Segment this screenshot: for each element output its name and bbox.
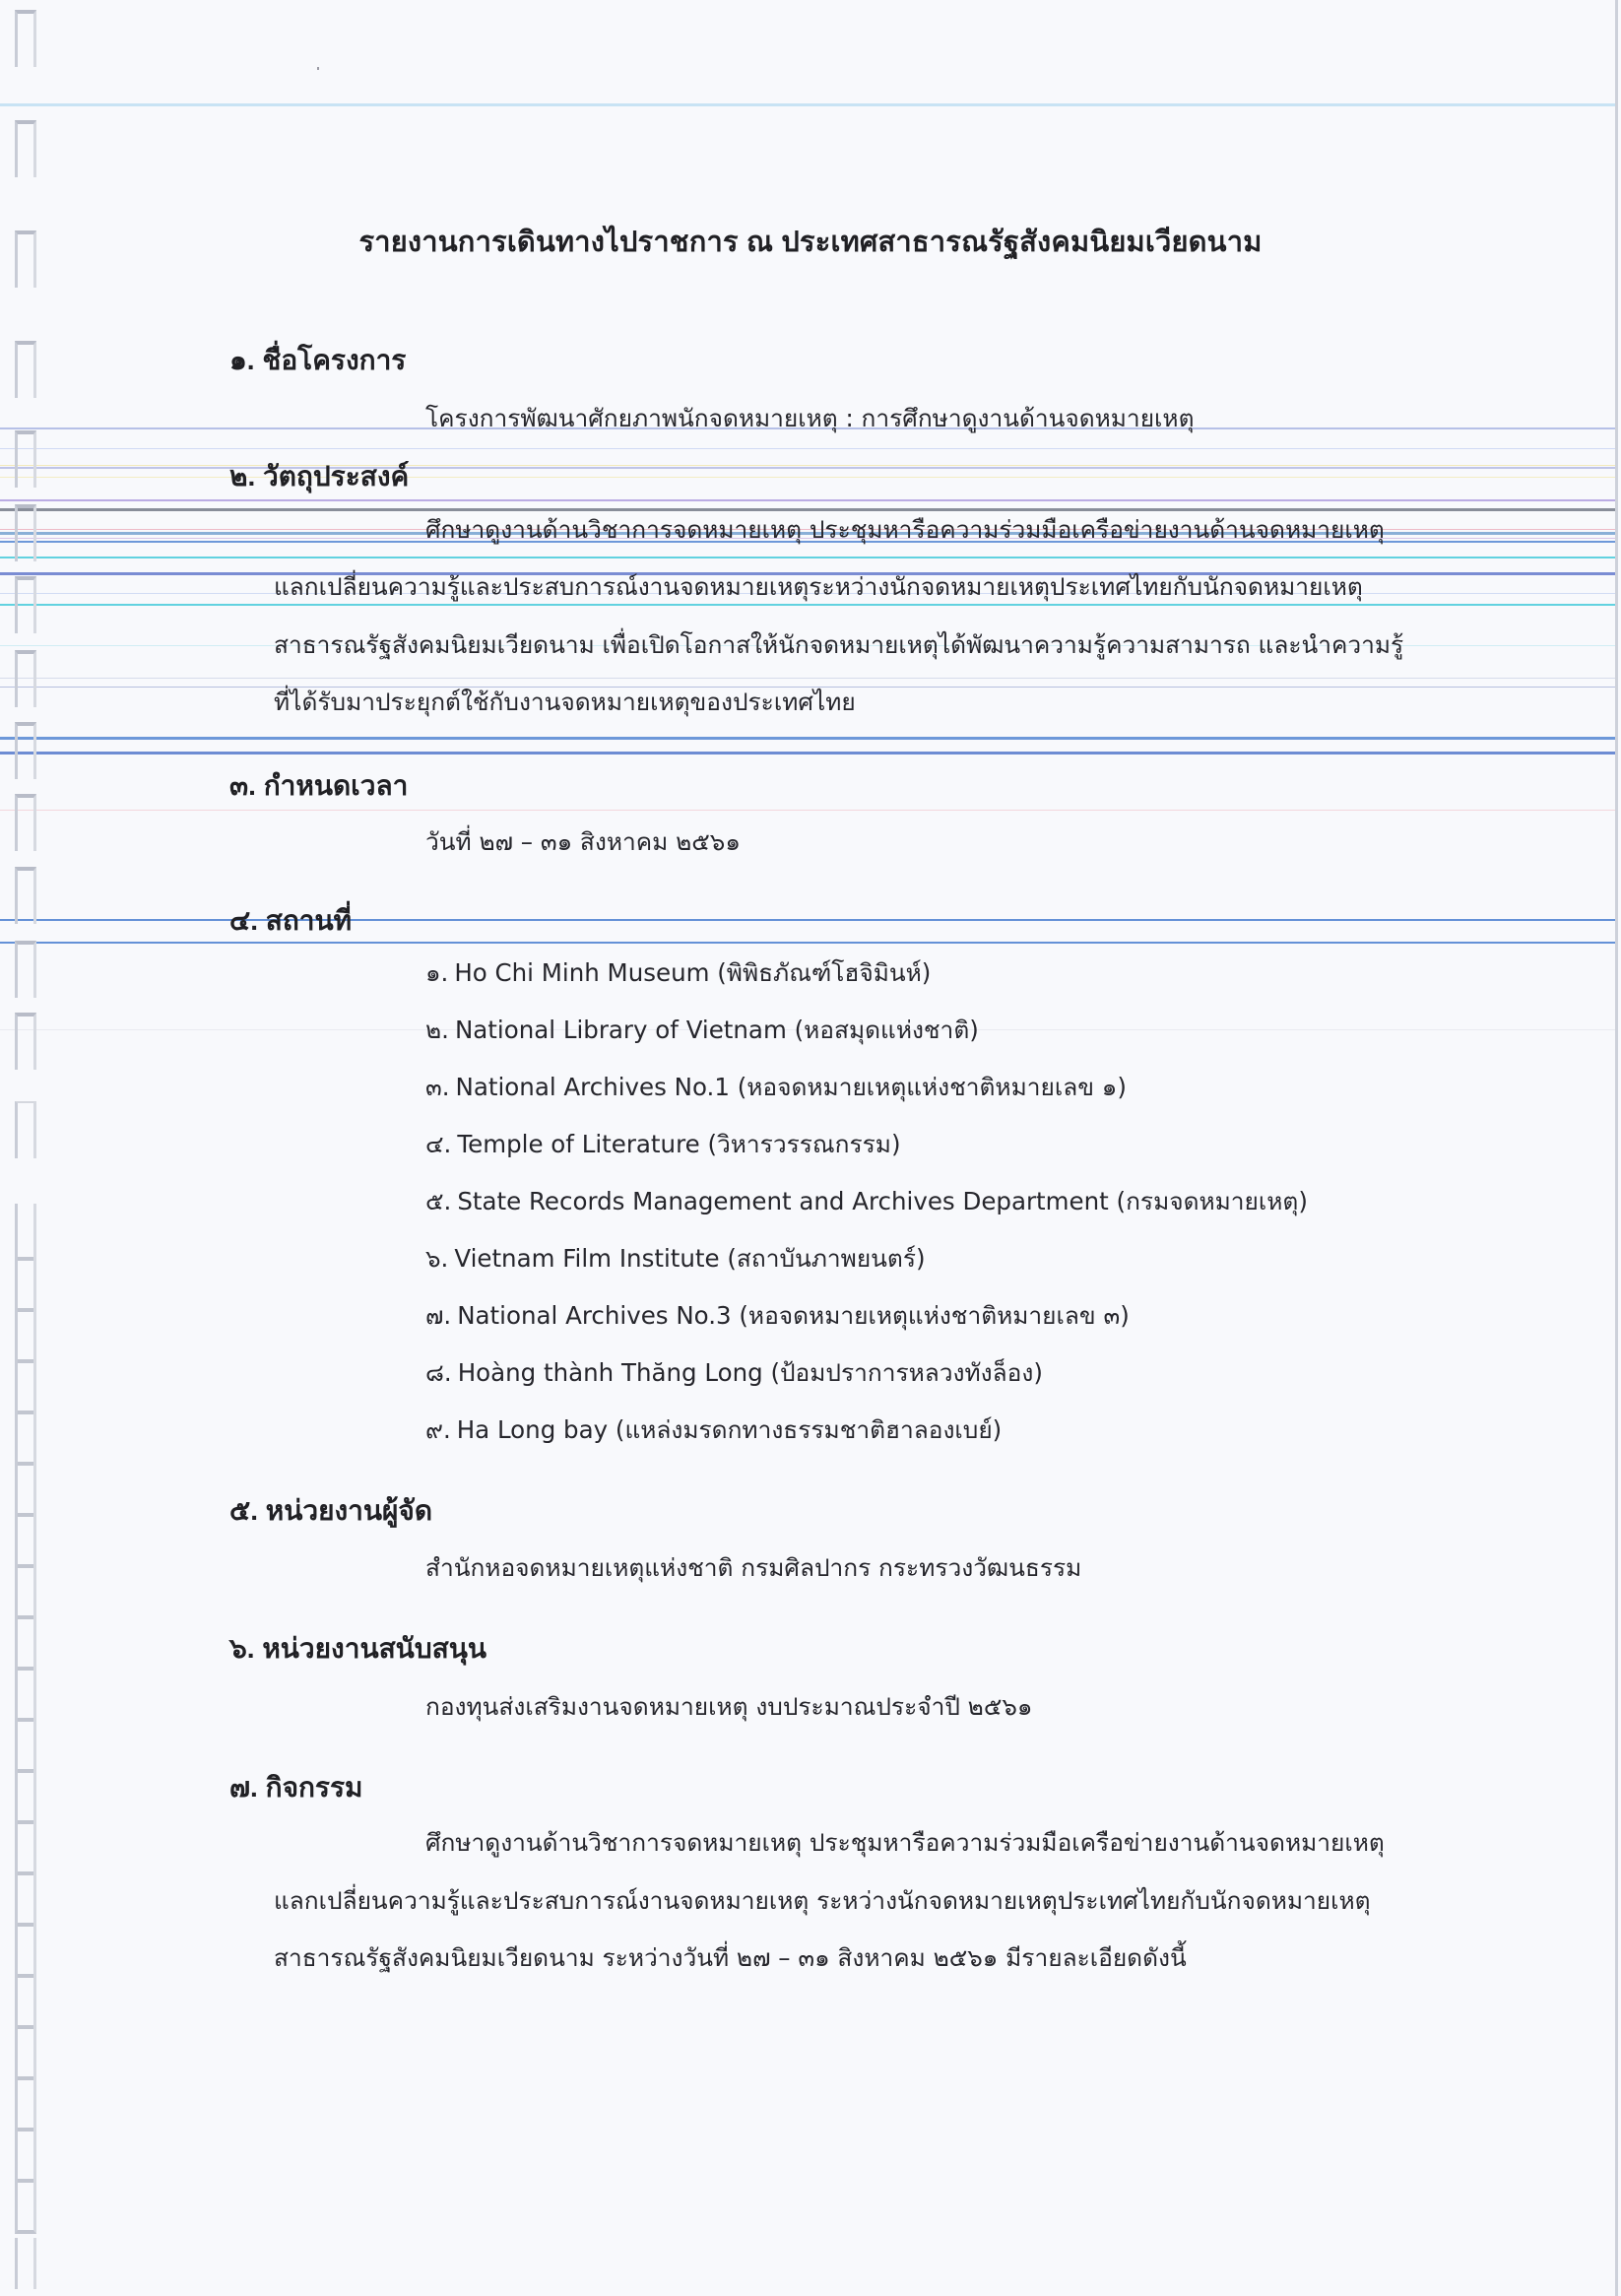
list-number: ๗. [425,1301,452,1330]
venue-list-item [425,1296,1130,1335]
list-number: ๑. [425,958,449,987]
binding-mark [15,1306,36,1363]
binding-mark [15,504,36,561]
scan-speck [317,67,319,70]
list-number: ๖. [425,1244,449,1273]
section-text: โครงการพัฒนาศักยภาพนักจดหมายเหตุ : การศึกษาดูงานด้านจดหมายเหตุ [425,404,1195,432]
venue-list-item [425,1011,979,1049]
binding-mark [15,1665,36,1722]
venue-name: National Library of Vietnam (หอสมุดแห่งชาติ) [454,1016,979,1044]
binding-mark [15,867,36,924]
binding-mark [15,2074,36,2132]
list-number: ๒. [425,1016,449,1044]
binding-mark [15,1101,36,1158]
scan-line [0,752,1615,754]
section-heading: ๗. กิจกรรม [229,1772,363,1803]
venue-list-item [425,1068,1127,1106]
binding-mark [15,430,36,488]
list-number: ๘. [425,1358,452,1387]
venue-name: Ho Chi Minh Museum (พิพิธภัณฑ์โฮจิมินห์) [454,958,932,987]
section-text: วันที่ ๒๗ – ๓๑ สิงหาคม ๒๕๖๑ [425,827,741,856]
venue-name: Hoàng thành Thăng Long (ป้อมปราการหลวงทังล็อง) [457,1358,1043,1387]
list-number: ๙. [425,1415,451,1444]
section-heading: ๖. หน่วยงานสนับสนุน [229,1633,486,1664]
binding-mark [15,1460,36,1517]
binding-mark [15,2177,36,2234]
section-heading: ๕. หน่วยงานผู้จัด [229,1495,433,1526]
binding-mark [15,1613,36,1671]
list-number: ๕. [425,1187,452,1215]
binding-mark [15,1357,36,1414]
binding-mark [15,1870,36,1927]
list-number: ๔. [425,1130,452,1158]
scan-line [0,448,1615,449]
scan-line [0,810,1615,811]
venue-name: National Archives No.1 (หอจดหมายเหตุแห่งชาติหมายเลข ๑) [455,1073,1127,1101]
binding-mark [15,1562,36,1619]
scan-line [0,678,1615,679]
venue-list-item [425,1353,1043,1392]
binding-mark [15,341,36,398]
binding-mark [15,1013,36,1070]
binding-mark [15,1921,36,1978]
binding-mark [15,1716,36,1773]
paragraph-line: ที่ได้รับมาประยุกต์ใช้กับงานจดหมายเหตุของประเทศไทย [274,688,856,716]
paragraph-line: แลกเปลี่ยนความรู้และประสบการณ์งานจดหมายเหตุ ระหว่างนักจดหมายเหตุประเทศไทยกับนักจดหมายเหตุ [274,1886,1371,1915]
venue-list-item [425,1182,1308,1220]
binding-mark [15,120,36,177]
scan-line [0,737,1615,740]
binding-mark [15,2023,36,2080]
section-heading: ๒. วัตถุประสงค์ [229,461,410,492]
venue-list-item [425,953,931,992]
page-right-edge [1615,0,1618,2296]
document-title: รายงานการเดินทางไปราชการ ณ ประเทศสาธารณรัฐสังคมนิยมเวียดนาม [358,227,1263,258]
binding-mark [15,2238,36,2289]
binding-mark [15,941,36,998]
binding-mark [15,1255,36,1312]
venue-list-item [425,1125,901,1163]
paragraph-line: ศึกษาดูงานด้านวิชาการจดหมายเหตุ ประชุมหารือความร่วมมือเครือข่ายงานด้านจดหมายเหตุ [425,1828,1385,1857]
section-heading: ๔. สถานที่ [229,905,353,936]
list-number: ๓. [425,1073,450,1101]
scan-line [0,103,1615,106]
binding-mark [15,10,36,67]
binding-mark [15,722,36,779]
section-heading: ๓. กำหนดเวลา [229,770,409,801]
binding-mark [15,1767,36,1824]
paragraph-line: สาธารณรัฐสังคมนิยมเวียดนาม เพื่อเปิดโอกาสให้นักจดหมายเหตุได้พัฒนาความรู้ความสามารถ และนำความรู้ [274,630,1404,659]
venue-name: National Archives No.3 (หอจดหมายเหตุแห่งชาติหมายเลข ๓) [457,1301,1130,1330]
paragraph-line: สาธารณรัฐสังคมนิยมเวียดนาม ระหว่างวันที่ ๒๗ – ๓๑ สิงหาคม ๒๕๖๑ มีรายละเอียดดังนี้ [274,1943,1187,1972]
venue-name: Ha Long bay (แหล่งมรดกทางธรรมชาติฮาลองเบย์) [456,1415,1003,1444]
scan-line [0,499,1615,501]
venue-name: Temple of Literature (วิหารวรรณกรรม) [457,1130,901,1158]
binding-mark [15,1204,36,1261]
venue-name: State Records Management and Archives Department (กรมจดหมายเหตุ) [457,1187,1308,1215]
binding-mark [15,576,36,633]
section-heading: ๑. ชื่อโครงการ [229,345,407,375]
paragraph-line: ศึกษาดูงานด้านวิชาการจดหมายเหตุ ประชุมหารือความร่วมมือเครือข่ายงานด้านจดหมายเหตุ [425,515,1385,544]
venue-list-item [425,1239,926,1278]
venue-name: Vietnam Film Institute (สถาบันภาพยนตร์) [454,1244,926,1273]
binding-mark [15,1972,36,2029]
binding-mark [15,2126,36,2183]
section-text: กองทุนส่งเสริมงานจดหมายเหตุ งบประมาณประจำปี ๒๕๖๑ [425,1692,1033,1721]
binding-mark [15,794,36,851]
binding-mark [15,1511,36,1568]
binding-mark [15,1818,36,1875]
binding-mark [15,650,36,707]
binding-mark [15,1409,36,1466]
paragraph-line: แลกเปลี่ยนความรู้และประสบการณ์งานจดหมายเหตุระหว่างนักจดหมายเหตุประเทศไทยกับนักจดหมายเหตุ [274,572,1363,601]
section-text: สำนักหอจดหมายเหตุแห่งชาติ กรมศิลปากร กระทรวงวัฒนธรรม [425,1553,1082,1582]
venue-list-item [425,1410,1002,1449]
scan-line [0,557,1615,558]
